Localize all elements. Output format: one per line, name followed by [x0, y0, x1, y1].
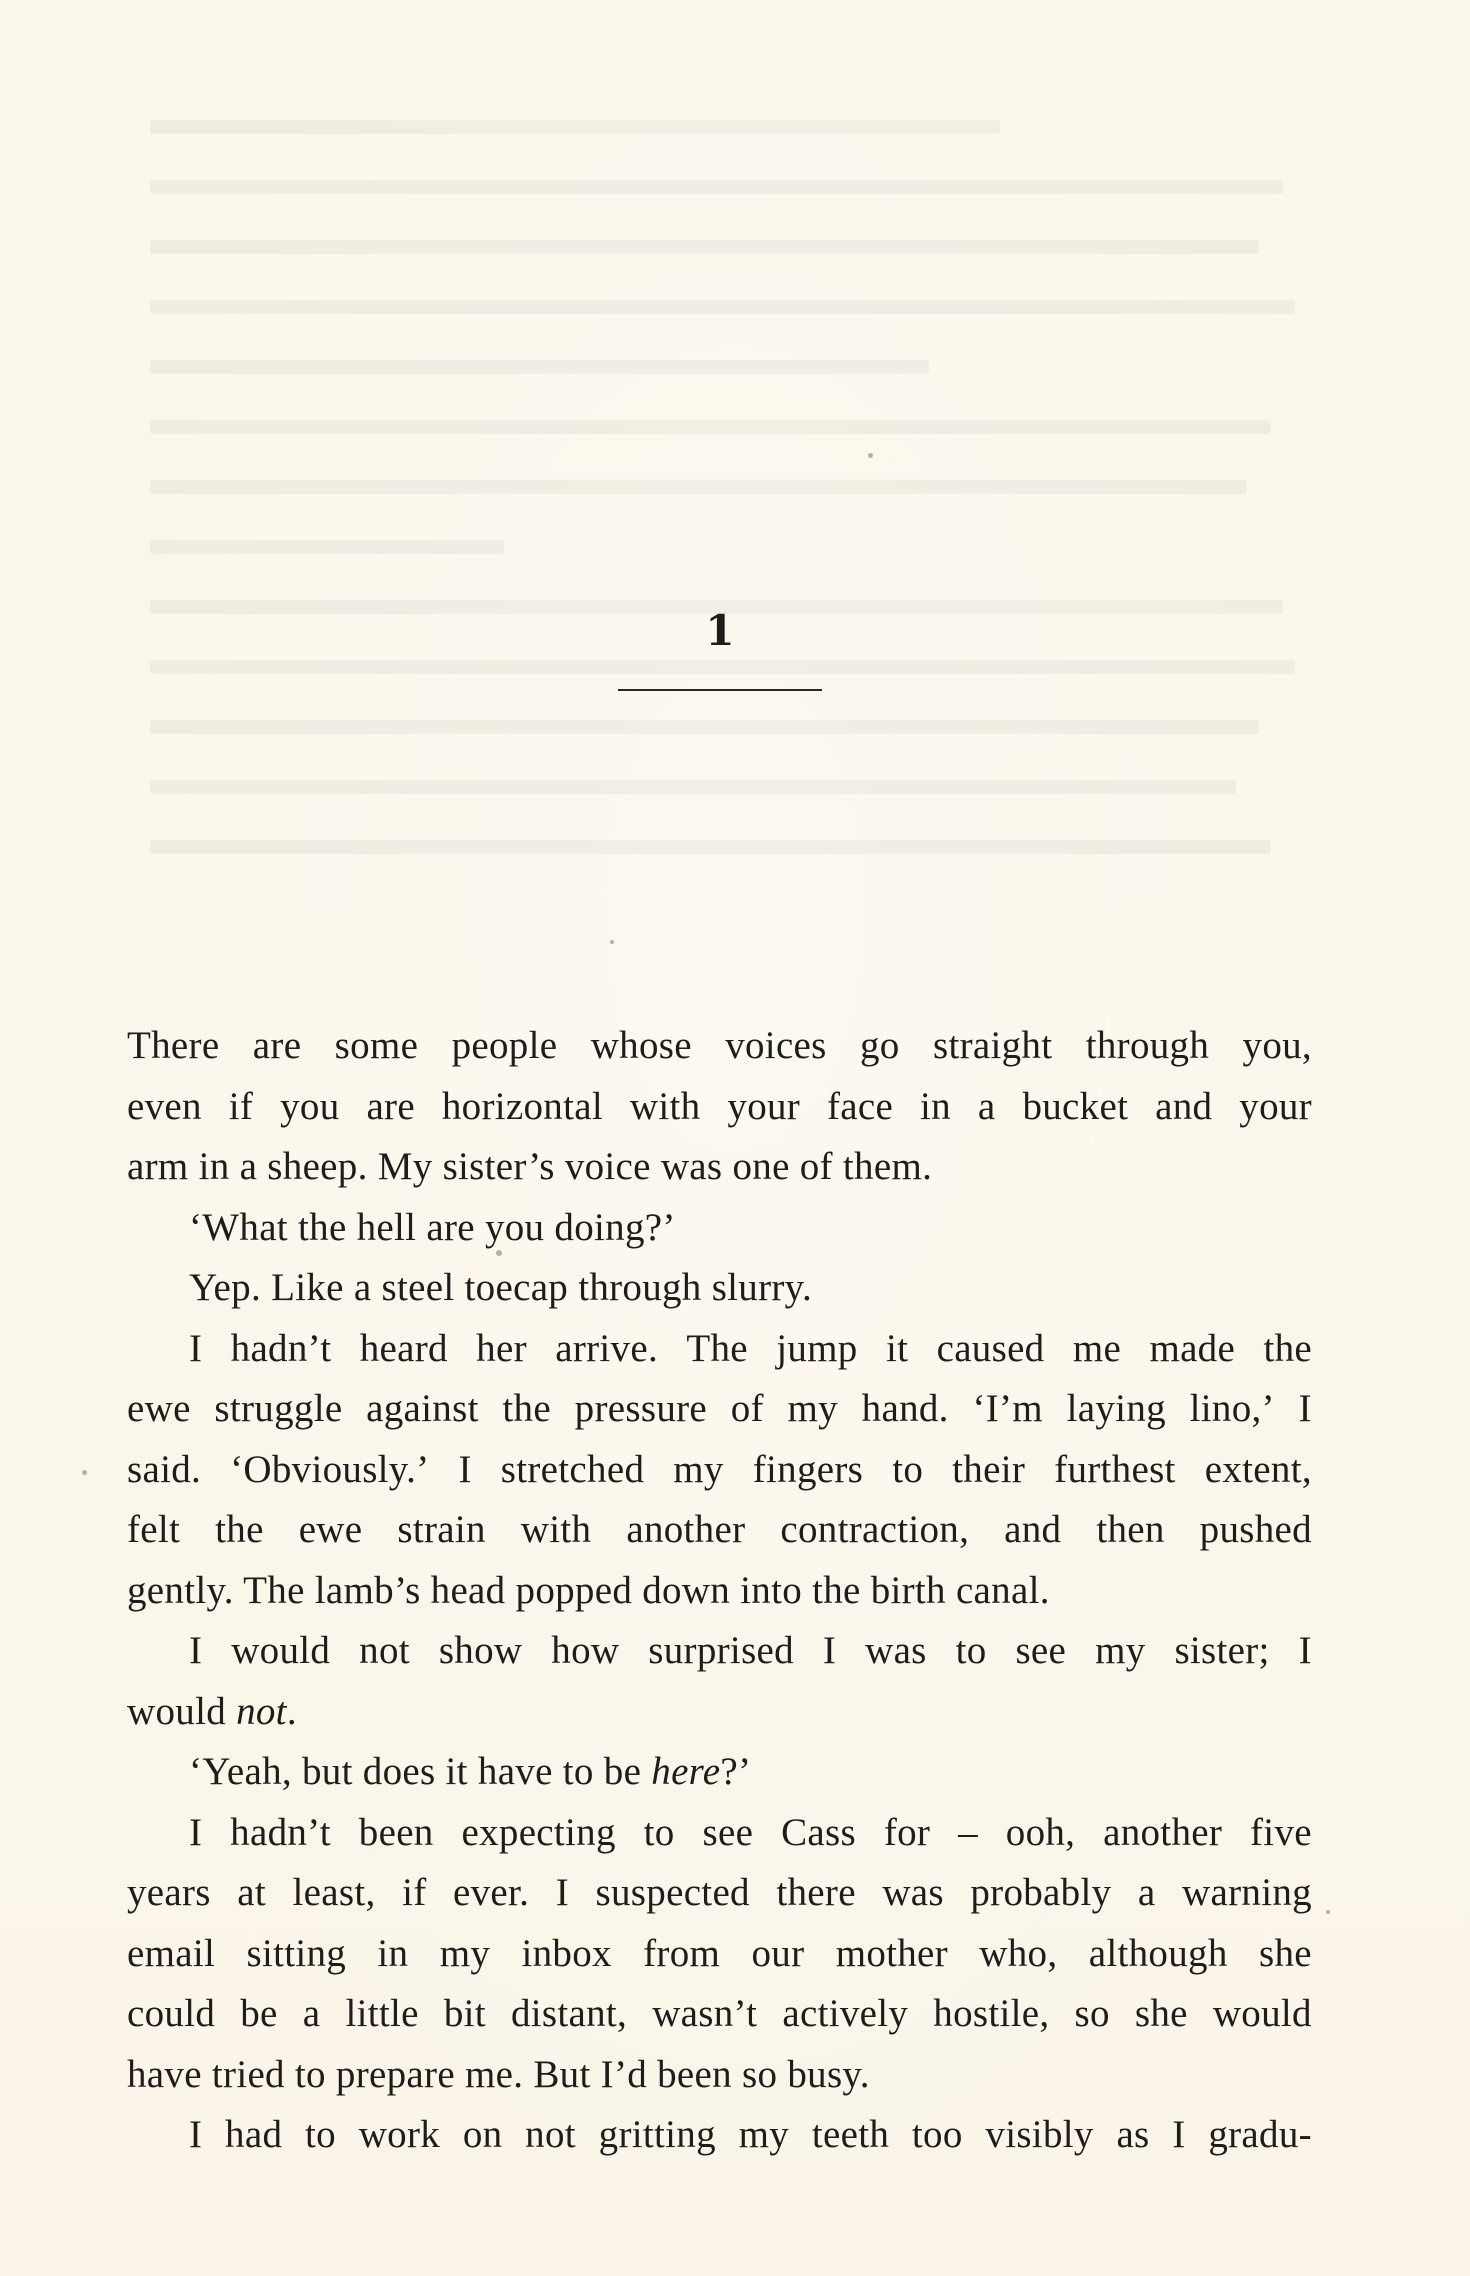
text-line: years at least, if ever. I suspected there was probably a warning: [127, 1871, 1312, 1914]
text-line: even if you are horizontal with your face in a bucket and your: [127, 1084, 1312, 1128]
text-line: I hadn’t been expecting to see Cass for – ooh, another five: [189, 1810, 1312, 1854]
paper-speck: [1326, 1910, 1330, 1914]
paper-speck: [868, 453, 873, 458]
paper-speck: [496, 1250, 502, 1256]
text-line: could be a little bit distant, wasn’t actively hostile, so she would: [127, 1992, 1312, 2035]
line-text: have tried to prepare me. But I’d been so busy.: [127, 2052, 870, 2096]
text-line: [127, 1561, 1312, 1622]
line-text: ‘What the hell are you doing?’: [189, 1205, 676, 1249]
text-line: I had to work on not gritting my teeth too visibly as I gradu-: [189, 2113, 1312, 2156]
body-text: [127, 1016, 1312, 2166]
text-line: I hadn’t heard her arrive. The jump it caused me made the: [189, 1326, 1312, 1370]
chapter-number: 1: [705, 606, 735, 655]
text-line: said. ‘Obviously.’ I stretched my fingers to their furthest extent,: [127, 1447, 1312, 1491]
text-line: email sitting in my inbox from our mother who, although she: [127, 1931, 1312, 1975]
paper-speck: [82, 1470, 87, 1475]
line-text: ‘Yeah, but does it have to be here?’: [189, 1750, 752, 1793]
line-text: gently. The lamb’s head popped down into the birth canal.: [127, 1568, 1050, 1612]
paper-speck: [610, 940, 614, 944]
text-line: felt the ewe strain with another contraction, and then pushed: [127, 1508, 1312, 1551]
line-text: Yep. Like a steel toecap through slurry.: [189, 1266, 812, 1309]
text-line: ewe struggle against the pressure of my hand. ‘I’m laying lino,’ I: [127, 1387, 1312, 1430]
text-line: [127, 1742, 1312, 1803]
text-line: [127, 1682, 1312, 1743]
chapter-rule: [618, 689, 822, 691]
show-through-text-shadow: [150, 120, 1330, 1020]
line-text: arm in a sheep. My sister’s voice was one of them.: [127, 1145, 933, 1188]
text-line: [127, 1198, 1312, 1259]
text-line: [127, 2045, 1312, 2106]
text-line: [127, 1137, 1312, 1198]
text-line: [127, 1258, 1312, 1319]
line-text: would not.: [127, 1689, 297, 1733]
text-line: I would not show how surprised I was to see my sister; I: [189, 1629, 1312, 1672]
text-line: There are some people whose voices go straight through you,: [127, 1024, 1312, 1067]
